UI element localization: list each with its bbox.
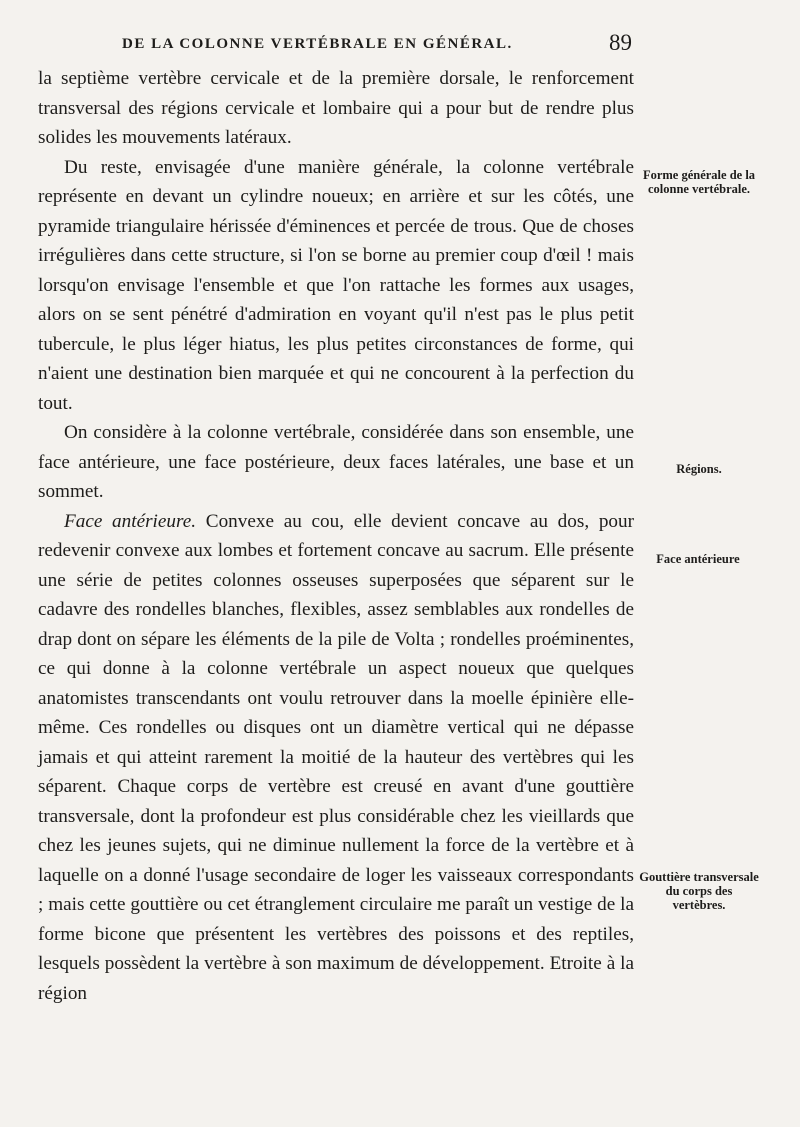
paragraph-1: la septième vertèbre cervicale et de la première dorsale, le renforcement transversal des régions cervicale et lombaire qui a pour but de rendre plus solides les mouvements latéraux. <box>38 68 634 148</box>
body-text <box>38 64 634 1008</box>
paragraph-4 <box>38 507 634 1009</box>
margin-note-gouttiere: Gouttière transversale du corps des vertèbres. <box>639 870 759 912</box>
running-title: DE LA COLONNE VERTÉBRALE EN GÉNÉRAL. <box>122 36 513 52</box>
section-heading-face-anterieure: Face antérieure. <box>64 510 197 532</box>
margin-note-forme-generale: Forme générale de la colonne vertébrale. <box>642 168 756 196</box>
paragraph-4-text: Convexe au cou, elle devient concave au dos, pour redevenir convexe aux lombes et fortement concave au sacrum. Elle présente une série de petites colonnes osseuses superposées que séparent sur le cadavre des rondelles blanches, flexibles, assez semblables aux rondelles de drap dont on sépare les éléments de la pile de Volta ; rondelles proéminentes, ce qui donne à la colonne vertébrale un aspect noueux que quelques anatomistes transcendants ont voulu retrouver dans la moelle épinière elle-même. Ces rondelles ou disques ont un diamètre vertical qui ne dépasse jamais et qui atteint rarement la moitié de la hauteur des vertèbres qui les séparent. Chaque corps de vertèbre est creusé en avant d'une gouttière transversale, dont la profondeur est plus considérable chez les vieillards que chez les jeunes sujets, qui ne diminue nullement la force de la vertèbre et à laquelle on a donné l'usage secondaire de loger les vaisseaux correspondants ; mais cette gouttière ou cet étranglement circulaire me paraît un vestige de la forme bicone que présentent les vertèbres des poissons et des reptiles, lesquels possèdent la vertèbre à son maximum de développement. Etroite à la région <box>38 510 634 1004</box>
running-header <box>122 30 632 58</box>
page-number: 89 <box>609 30 632 55</box>
paragraph-3: On considère à la colonne vertébrale, considérée dans son ensemble, une face antérieure, une face postérieure, deux faces latérales, une base et un sommet. <box>38 422 634 502</box>
margin-note-regions: Régions. <box>676 462 722 476</box>
paragraph-2: Du reste, envisagée d'une manière générale, la colonne vertébrale représente en devant un cylindre noueux; en arrière et sur les côtés, une pyramide triangulaire hérissée d'éminences et percée de trous. Que de choses irrégulières dans cette structure, si l'on se borne au premier coup d'œil ! mais lorsqu'on envisage l'ensemble et que l'on rattache les formes aux usages, alors on se sent pénétré d'admiration en voyant qu'il n'est pas le plus petit tubercule, le plus léger hiatus, les plus petites circonstances de forme, qui n'aient une destination bien marquée et qui ne concourent à la perfection du tout. <box>38 156 634 414</box>
margin-note-face-anterieure: Face antérieure <box>656 552 740 566</box>
